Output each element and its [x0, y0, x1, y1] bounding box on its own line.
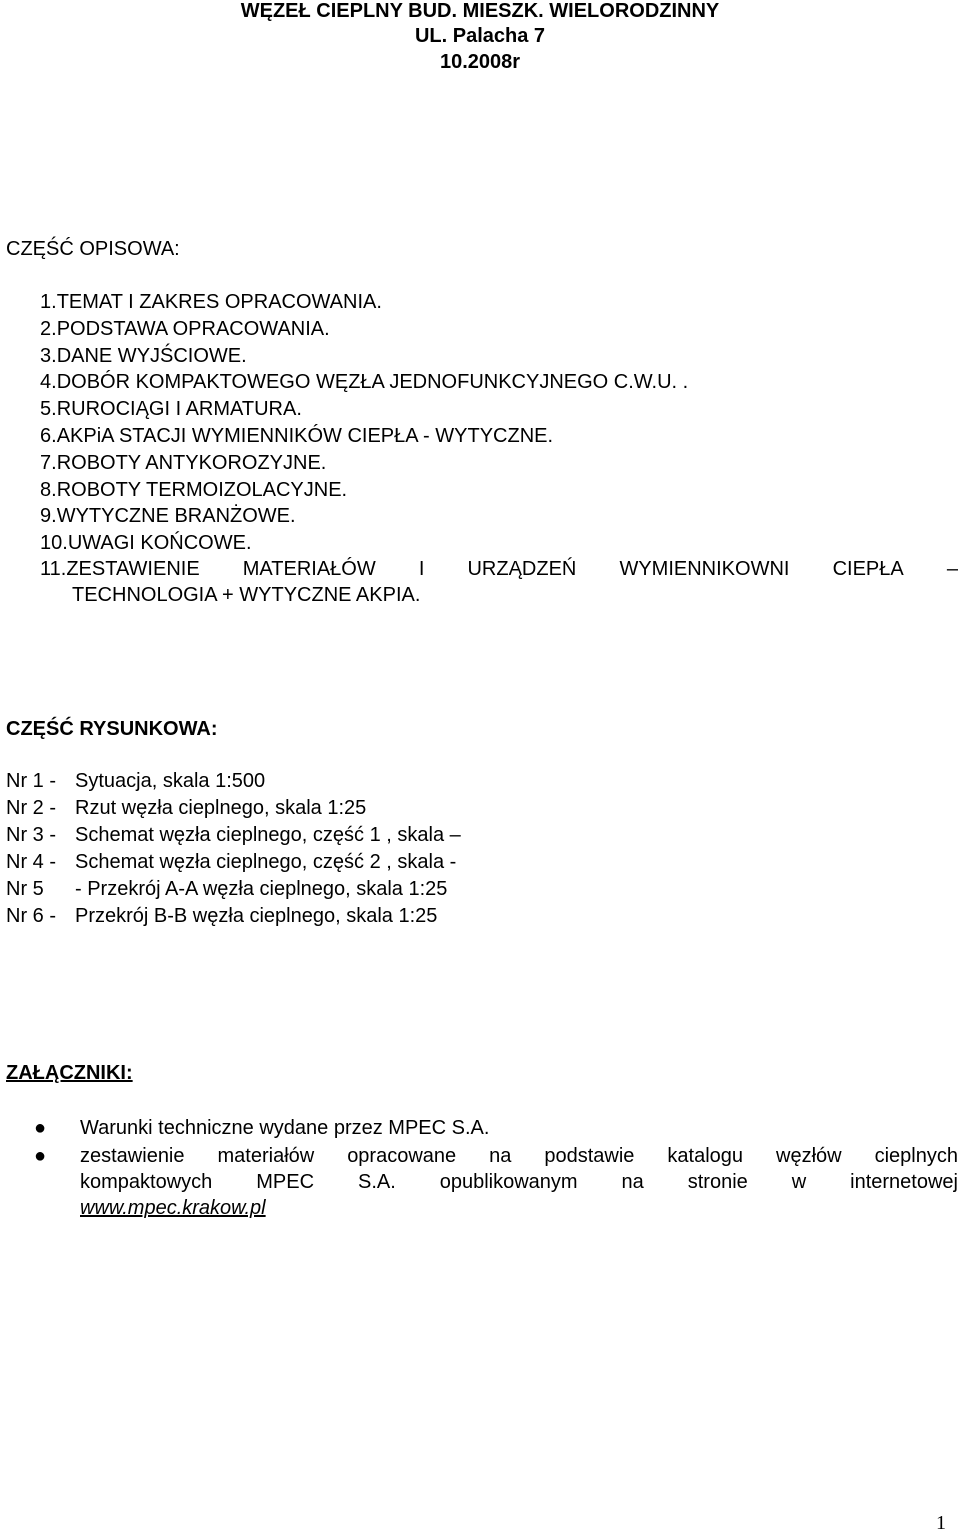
attachment-item-1	[34, 1115, 958, 1141]
attachment-word: kompaktowych	[80, 1171, 213, 1193]
toc-item-number: 10.	[40, 532, 68, 554]
toc-item-11-line1	[40, 556, 958, 582]
drawing-item-4	[6, 849, 456, 875]
drawing-title: Sytuacja, skala 1:500	[75, 770, 266, 792]
drawing-item-1	[6, 768, 265, 794]
drawing-number: Nr 2 -	[6, 797, 56, 819]
toc-item-number: 3.	[40, 345, 57, 367]
drawing-item-6	[6, 903, 437, 929]
drawing-title: Schemat węzła cieplnego, część 1 , skala –	[75, 824, 461, 846]
toc-item-word: WYMIENNIKOWNI	[619, 558, 790, 580]
attachment-word: stronie	[687, 1171, 748, 1193]
toc-item-2	[40, 316, 330, 342]
toc-item-label: DANE WYJŚCIOWE.	[56, 345, 247, 367]
toc-item-word: MATERIAŁÓW	[242, 558, 376, 580]
toc-item-3	[40, 343, 247, 369]
toc-item-4	[40, 369, 688, 395]
attachment-item-2	[34, 1143, 958, 1221]
toc-item-label: UWAGI KOŃCOWE.	[67, 532, 252, 554]
toc-item-8	[40, 477, 347, 503]
mpec-website-link[interactable]: www.mpec.krakow.pl	[80, 1197, 266, 1219]
toc-item-word: ZESTAWIENIE	[66, 558, 200, 580]
toc-item-label: DOBÓR KOMPAKTOWEGO WĘZŁA JEDNOFUNKCYJNEGO C.W.U. .	[56, 371, 689, 393]
drawing-title: Schemat węzła cieplnego, część 2 , skala -	[75, 851, 457, 873]
toc-item-label: ROBOTY TERMOIZOLACYJNE.	[56, 479, 348, 501]
drawing-item-2	[6, 795, 366, 821]
drawing-title: Rzut węzła cieplnego, skala 1:25	[75, 797, 367, 819]
toc-item-label: WYTYCZNE BRANŻOWE.	[56, 505, 296, 527]
toc-item-label: TEMAT I ZAKRES OPRACOWANIA.	[56, 291, 382, 313]
drawing-title: Przekrój B-B węzła cieplnego, skala 1:25	[75, 905, 438, 927]
toc-item-number: 6.	[40, 425, 57, 447]
attachment-word: węzłów	[776, 1145, 842, 1167]
toc-item-word: I	[418, 558, 425, 580]
attachment-word: katalogu	[667, 1145, 744, 1167]
toc-item-6	[40, 423, 553, 449]
toc-item-word: –	[946, 558, 958, 580]
attachment-word: opracowane	[347, 1145, 457, 1167]
attachment-word: podstawie	[544, 1145, 635, 1167]
toc-item-number: 4.	[40, 371, 57, 393]
toc-item-7	[40, 450, 326, 476]
bullet-icon: ●	[34, 1117, 47, 1139]
toc-item-label: AKPiA STACJI WYMIENNIKÓW CIEPŁA - WYTYCZNE.	[56, 425, 554, 447]
page-number: 1	[936, 1512, 946, 1534]
attachment-word: opublikowanym	[439, 1171, 578, 1193]
attachment-item-2-line1	[80, 1143, 958, 1169]
attachment-word: S.A.	[357, 1171, 396, 1193]
toc-item-1	[40, 289, 382, 315]
toc-item-11-start	[40, 556, 200, 582]
toc-item-5	[40, 396, 302, 422]
toc-item-number: 8.	[40, 479, 57, 501]
attachment-item-1-text: Warunki techniczne wydane przez MPEC S.A.	[80, 1117, 490, 1139]
bullet-icon: ●	[34, 1145, 47, 1167]
attachment-word: na	[621, 1171, 644, 1193]
document-title-address: UL. Palacha 7	[414, 25, 546, 47]
attachment-word: na	[489, 1145, 512, 1167]
toc-item-word: URZĄDZEŃ	[467, 558, 577, 580]
drawing-number: Nr 1 -	[6, 770, 56, 792]
toc-item-number: 5.	[40, 398, 57, 420]
toc-item-word: CIEPŁA	[832, 558, 904, 580]
document-title-date: 10.2008r	[439, 51, 521, 73]
attachment-item-2-line2	[80, 1169, 958, 1195]
toc-item-label: RUROCIĄGI I ARMATURA.	[56, 398, 302, 420]
toc-item-number: 2.	[40, 318, 57, 340]
document-title-line1: WĘZEŁ CIEPLNY BUD. MIESZK. WIELORODZINNY	[240, 0, 720, 22]
toc-item-9	[40, 503, 296, 529]
drawing-item-5	[6, 876, 447, 902]
attachment-word: internetowej	[850, 1171, 958, 1193]
toc-item-number: 7.	[40, 452, 57, 474]
drawing-number: Nr 5	[6, 878, 44, 900]
attachment-word: cieplnych	[874, 1145, 958, 1167]
attachment-item-2-line3	[80, 1195, 958, 1221]
toc-item-10	[40, 530, 252, 556]
drawing-number: Nr 6 -	[6, 905, 56, 927]
attachment-word: materiałów	[217, 1145, 315, 1167]
attachment-word: zestawienie	[80, 1145, 185, 1167]
attachment-word: MPEC	[256, 1171, 315, 1193]
attachment-item-2-text	[80, 1143, 958, 1221]
toc-item-11-line2: TECHNOLOGIA + WYTYCZNE AKPIA.	[72, 584, 421, 606]
drawing-item-3	[6, 822, 461, 848]
drawing-title: - Przekrój A-A węzła cieplnego, skala 1:25	[75, 878, 448, 900]
toc-item-number: 9.	[40, 505, 57, 527]
attachments-heading: ZAŁĄCZNIKI:	[6, 1062, 133, 1084]
drawing-number: Nr 3 -	[6, 824, 56, 846]
toc-item-number: 1.	[40, 291, 57, 313]
toc-item-label: PODSTAWA OPRACOWANIA.	[56, 318, 330, 340]
toc-item-11	[40, 556, 958, 608]
drawings-part-heading: CZĘŚĆ RYSUNKOWA:	[6, 718, 218, 740]
descriptive-part-heading: CZĘŚĆ OPISOWA:	[6, 238, 180, 260]
attachment-word: w	[791, 1171, 807, 1193]
toc-item-number: 11.	[40, 558, 67, 580]
drawing-number: Nr 4 -	[6, 851, 56, 873]
toc-item-label: ROBOTY ANTYKOROZYJNE.	[56, 452, 327, 474]
